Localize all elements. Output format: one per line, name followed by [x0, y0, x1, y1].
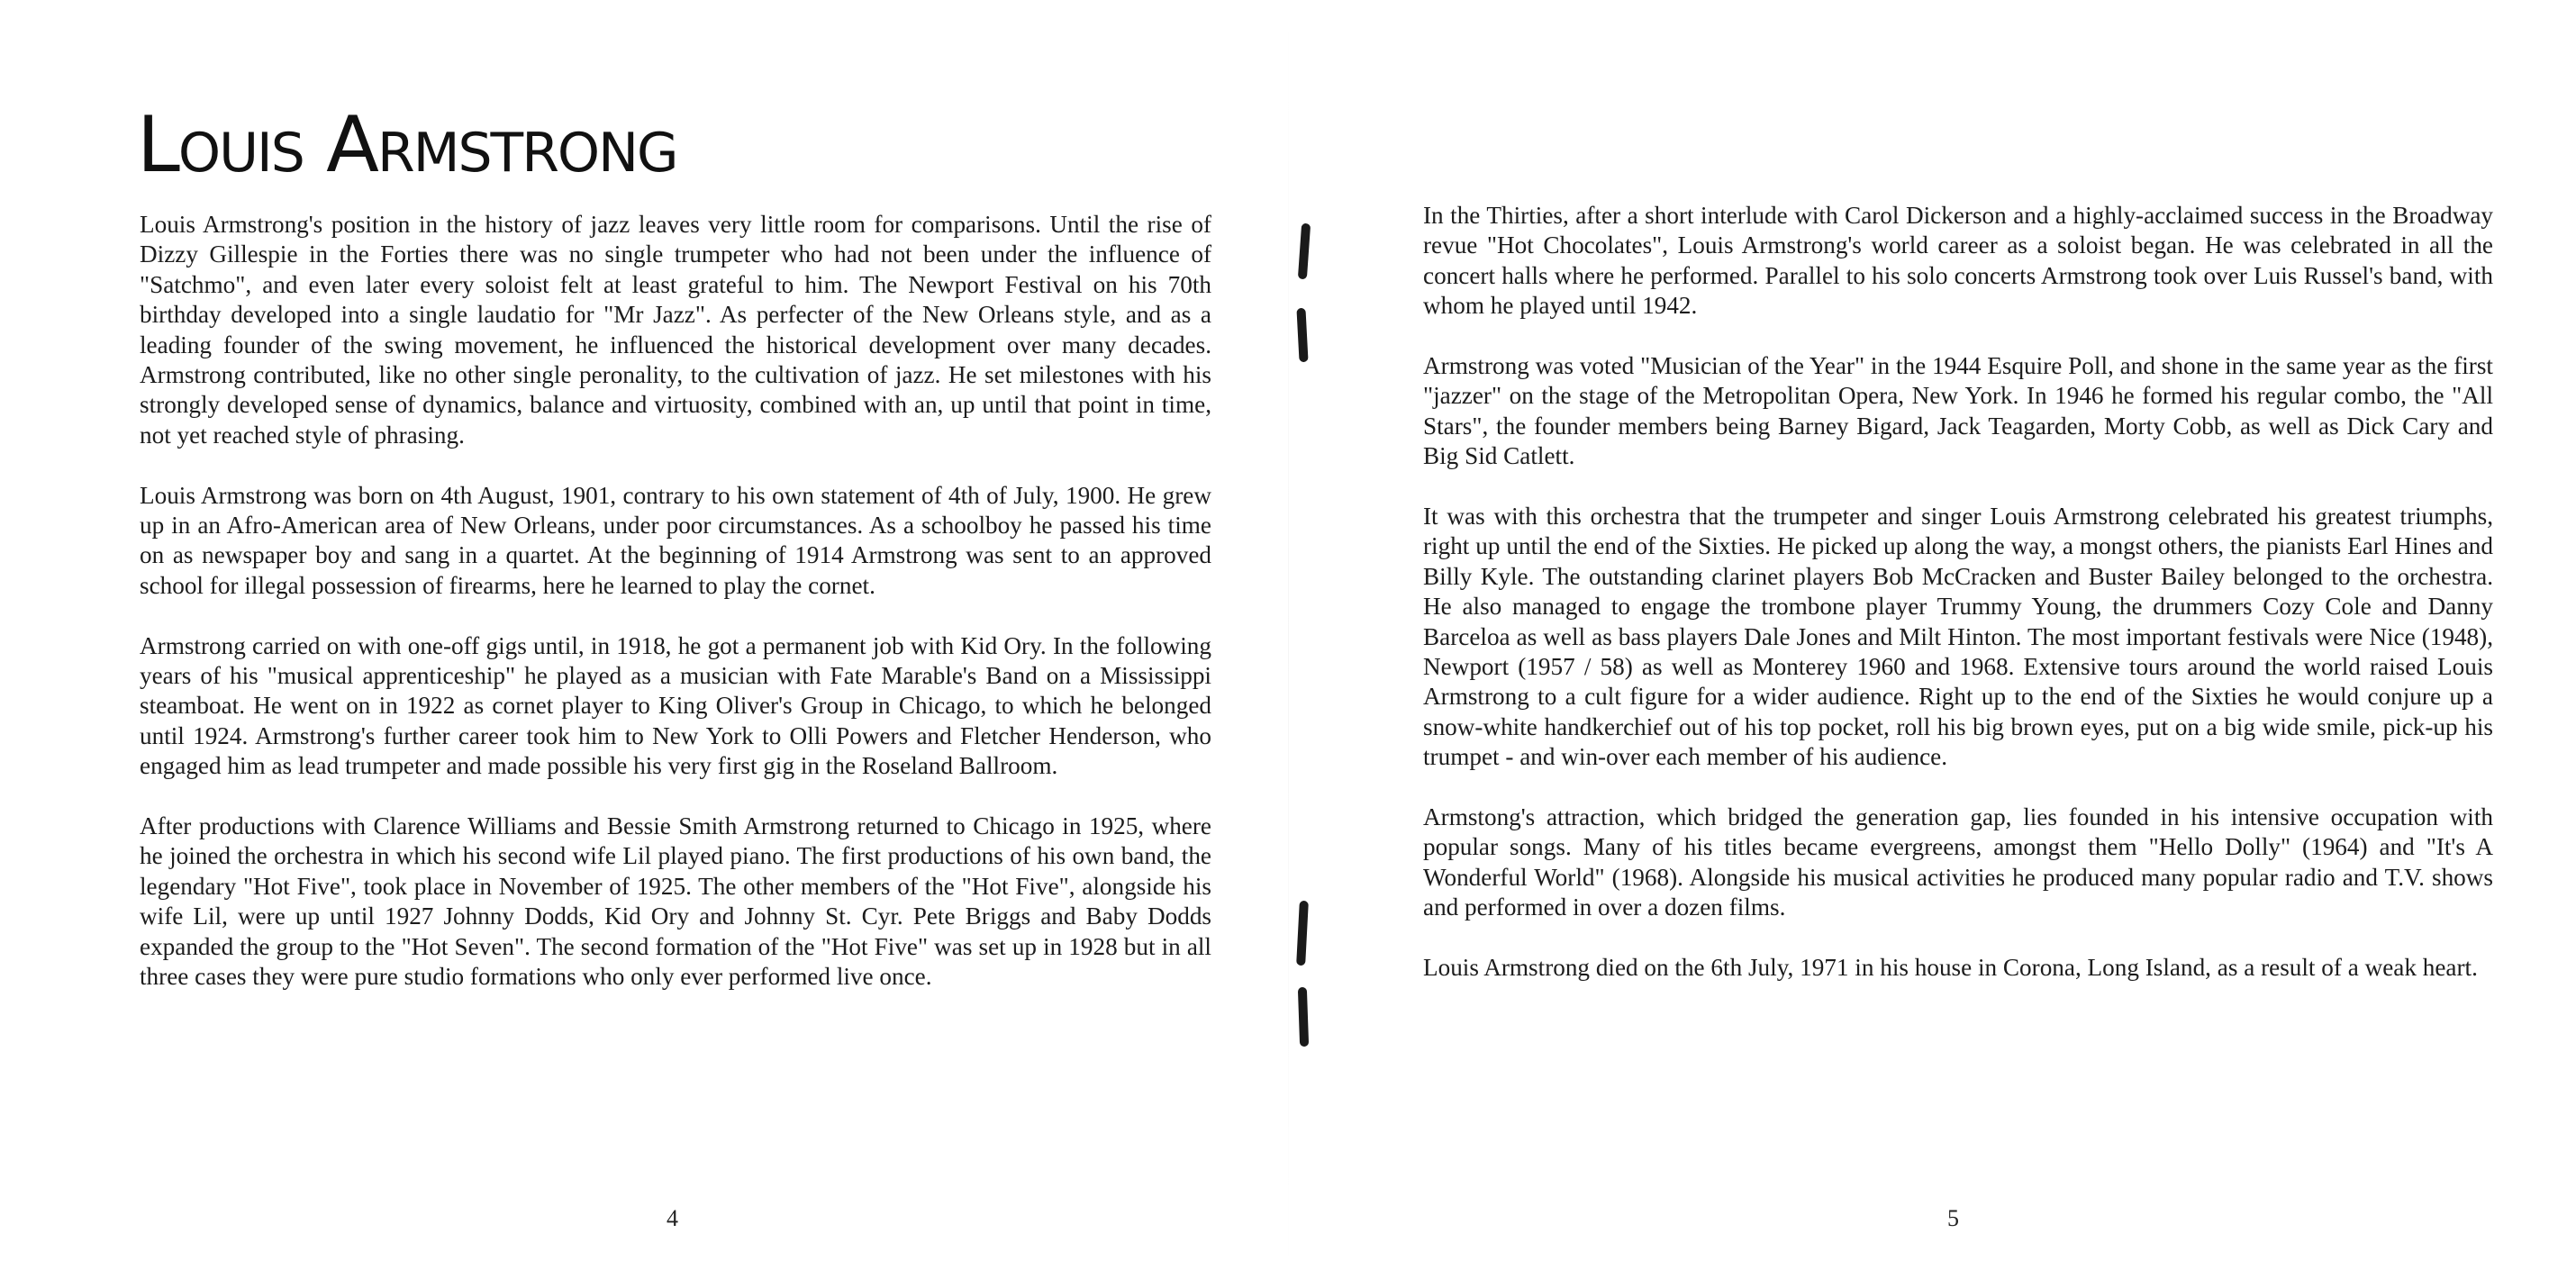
paragraph: Armstrong was voted "Musician of the Year" in the 1944 Esquire Poll, and shone in the same year as the first "jazzer" on the stage of the Metropolitan Opera, New York. In 1946 he formed his regular combo, the "All Stars", the founder members being Barney Bigard, Jack Teagarden, Morty Cobb, as well as Dick Cary and Big Sid Catlett.	[1423, 352, 2493, 470]
page-title: Louis Armstrong	[137, 100, 677, 190]
page-number-left: 4	[667, 1205, 678, 1231]
paragraph: It was with this orchestra that the trumpeter and singer Louis Armstrong celebrated his greatest triumphs, right up until the end of the Sixties. He picked up along the way, a mongst others, the pianists Earl Hines and Billy Kyle. The outstanding clarinet players Bob McCracken and Buster Bailey belonged to the orchestra. He also managed to engage the trombone player Trummy Young, the drummers Cozy Cole and Danny Barceloa as well as bass players Dale Jones and Milt Hinton. The most important festivals were Nice (1948), Newport (1957 / 58) as well as Monterey 1960 and 1968. Extensive tours around the world raised Louis Armstrong to a cult figure for a wider audience. Right up to the end of the Sixties he would conjure up a snow-white handkerchief out of his top pocket, roll his big brown eyes, put on a big wide smile, pick-up his trumpet - and win-over each member of his audience.	[1423, 503, 2493, 771]
right-text-column	[1423, 201, 2493, 984]
paragraph: Armstrong carried on with one-off gigs until, in 1918, he got a permanent job with Kid Ory. In the following years of his "musical apprenticeship" he played as a musician with Fate Marable's Band on a Mississippi steamboat. He went on in 1922 as cornet player to King Oliver's Group in Chicago, to which he belonged until 1924. Armstrong's further career took him to New York to Olli Powers and Fletcher Henderson, who engaged him as lead trumpeter and made possible his very first gig in the Roseland Ballroom.	[140, 631, 1211, 780]
paragraph: In the Thirties, after a short interlude with Carol Dickerson and a highly-acclaimed success in the Broadway revue "Hot Chocolates", Louis Armstrong's world career as a soloist began. He was celebrated in all the concert halls where he performed. Parallel to his solo concerts Armstrong took over Luis Russel's band, with whom he played until 1942.	[1423, 202, 2493, 320]
left-text-column	[140, 210, 1211, 993]
paragraph: Louis Armstrong was born on 4th August, 1901, contrary to his own statement of 4th of July, 1900. He grew up in an Afro-American area of New Orleans, under poor circumstances. As a schoolboy he passed his time on as newspaper boy and sang in a quartet. At the beginning of 1914 Armstrong was sent to an approved school for illegal possession of firearms, here he learned to play the cornet.	[140, 481, 1211, 599]
right-page	[1288, 0, 2576, 1288]
paragraph: Louis Armstrong died on the 6th July, 1971 in his house in Corona, Long Island, as a result of a weak heart.	[1423, 954, 2478, 982]
paragraph: After productions with Clarence Williams and Bessie Smith Armstrong returned to Chicago in 1925, where he joined the orchestra in which his second wife Lil played piano. The first productions of his own band, the legendary "Hot Five", took place in November of 1925. The other members of the "Hot Five", alongside his wife Lil, were up until 1927 Johnny Dodds, Kid Ory and Johnny St. Cyr. Pete Briggs and Baby Dodds expanded the group to the "Hot Seven". The second formation of the "Hot Five" was set up in 1928 but in all three cases they were pure studio formations who only ever performed live once.	[140, 812, 1211, 991]
paragraph: Louis Armstrong's position in the history of jazz leaves very little room for comparisons. Until the rise of Dizzy Gillespie in the Forties there was no single trumpeter who had not been under the influence of "Satchmo", and even later every soloist felt at least grateful to him. The Newport Festival on his 70th birthday developed into a single laudatio for "Mr Jazz". As perfecter of the New Orleans style, and as a leading founder of the swing movement, he influenced the historical development over many decades. Armstrong contributed, like no other single peronality, to the cultivation of jazz. He set milestones with his strongly developed sense of dynamics, balance and virtuosity, combined with an, up until that point in time, not yet reached style of phrasing.	[140, 211, 1211, 449]
paragraph: Armstong's attraction, which bridged the generation gap, lies founded in his intensive occupation with popular songs. Many of his titles became evergreens, amongst them "Hello Dolly" (1964) and "It's A Wonderful World" (1968). Alongside his musical activities he produced many popular radio and T.V. shows and performed in over a dozen films.	[1423, 803, 2493, 921]
page-number-right: 5	[1947, 1205, 1959, 1231]
